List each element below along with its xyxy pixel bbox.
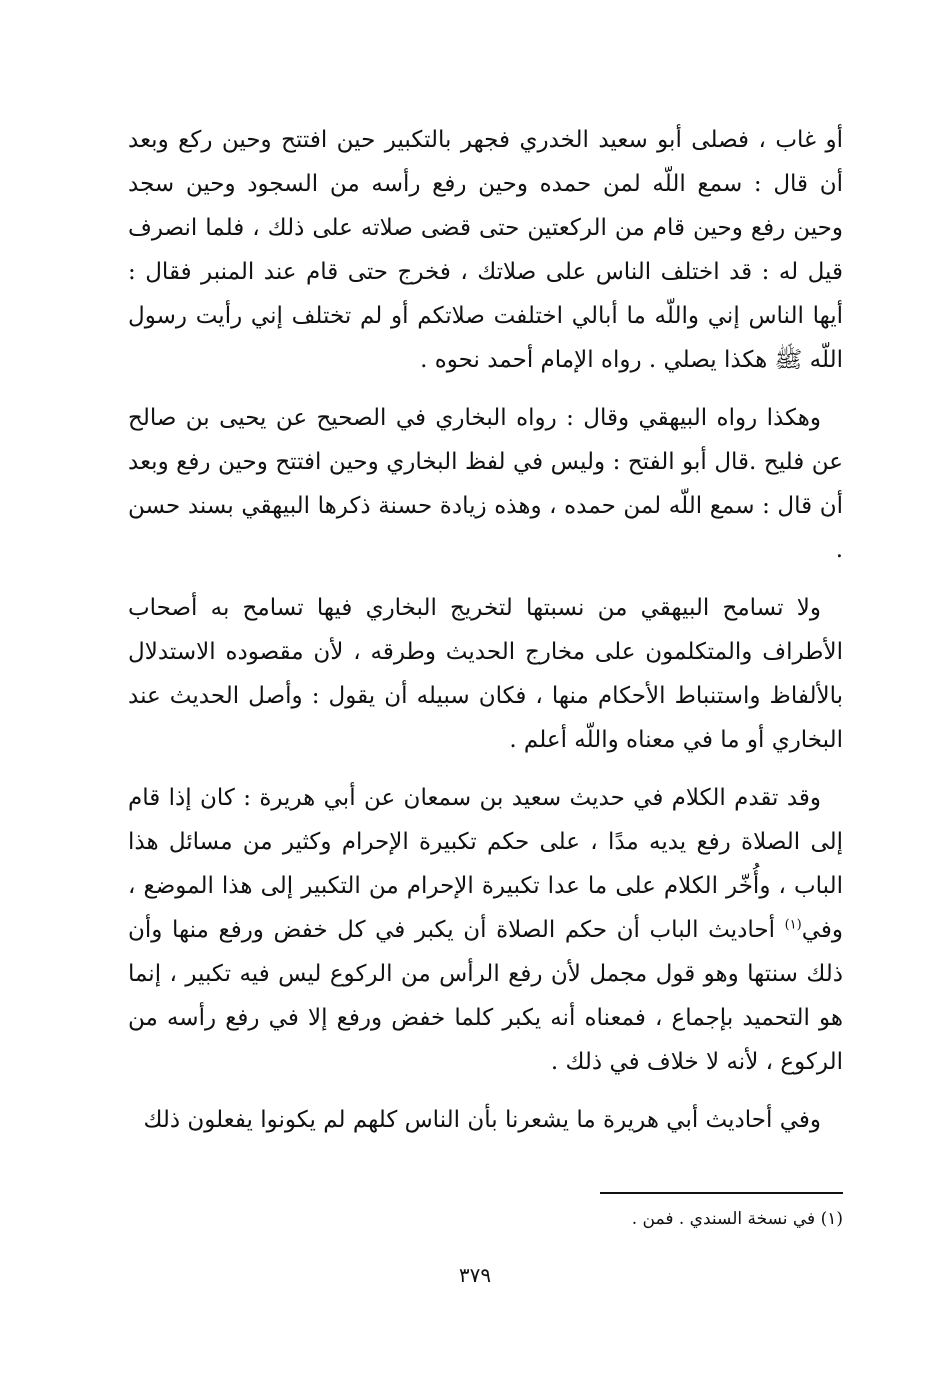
paragraph-5: وفي أحاديث أبي هريرة ما يشعرنا بأن الناس كلهم لم يكونوا يفعلون ذلك <box>143 1107 821 1133</box>
footnote-reference: (١) <box>784 917 802 933</box>
main-text <box>128 118 843 1156</box>
paragraph-4-body: الصلاة رفع يديه مدًا ، على حكم تكبيرة الإحرام وكثير من مسائل هذا الباب ، وأُخّر الكلام على ما عدا تكبيرة الإحرام من التكبير إلى هذا الموضع ، وفي <box>128 829 844 943</box>
footnote: (١) في نسخة السندي . فمن . <box>631 1209 843 1229</box>
page-number: ٣٧٩ <box>458 1263 492 1287</box>
paragraph-2: وهكذا رواه البيهقي وقال : رواه البخاري في الصحيح عن يحيى بن صالح عن فليح .قال أبو الفتح : وليس في لفظ البخاري وحين افتتح وحين رفع وبعد أن قال : سمع اللّه لمن حمده ، وهذه زيادة حسنة ذكرها البيهقي بسند حسن . <box>128 405 843 563</box>
footnote-separator <box>600 1192 843 1194</box>
paragraph-3: ولا تسامح البيهقي من نسبتها لتخريج البخاري فيها تسامح به أصحاب الأطراف والمتكلمون على مخارج الحديث وطرقه ، لأن مقصوده الاستدلال بالألفاظ واستنباط الأحكام منها ، فكان سبيله أن يقول : وأصل الحديث عند البخاري أو ما في معناه واللّه أعلم . <box>128 595 844 753</box>
paragraph-4-tail: أحاديث الباب أن حكم الصلاة أن يكبر في كل خفض ورفع منها وأن ذلك سنتها وهو قول مجمل لأن رفع الرأس من الركوع ليس فيه تكبير ، إنما هو التحميد بإجماع ، فمعناه أنه يكبر كلما خفض ورفع إلا في رفع رأسه من الركوع ، لأنه لا خلاف في ذلك . <box>128 917 843 1075</box>
paragraph-4-lead: وقد تقدم الكلام في حديث سعيد بن سمعان عن أبي هريرة : كان إذا قام إلى <box>128 785 844 855</box>
paragraph-1: أو غاب ، فصلى أبو سعيد الخدري فجهر بالتكبير حين افتتح وحين ركع وبعد أن قال : سمع اللّه لمن حمده وحين رفع رأسه من السجود وحين سجد وحين رفع وحين قام من الركعتين حتى قضى صلاته على ذلك ، فلما انصرف قيل له : قد اختلف الناس على صلاتك ، فخرج حتى قام عند المنبر فقال : أيها الناس إني واللّه ما أبالي اختلفت صلاتكم أو لم تختلف إني رأيت رسول اللّه ﷺ هكذا يصلي . رواه الإمام أحمد نحوه . <box>128 127 843 373</box>
paragraph-4 <box>128 776 843 1084</box>
